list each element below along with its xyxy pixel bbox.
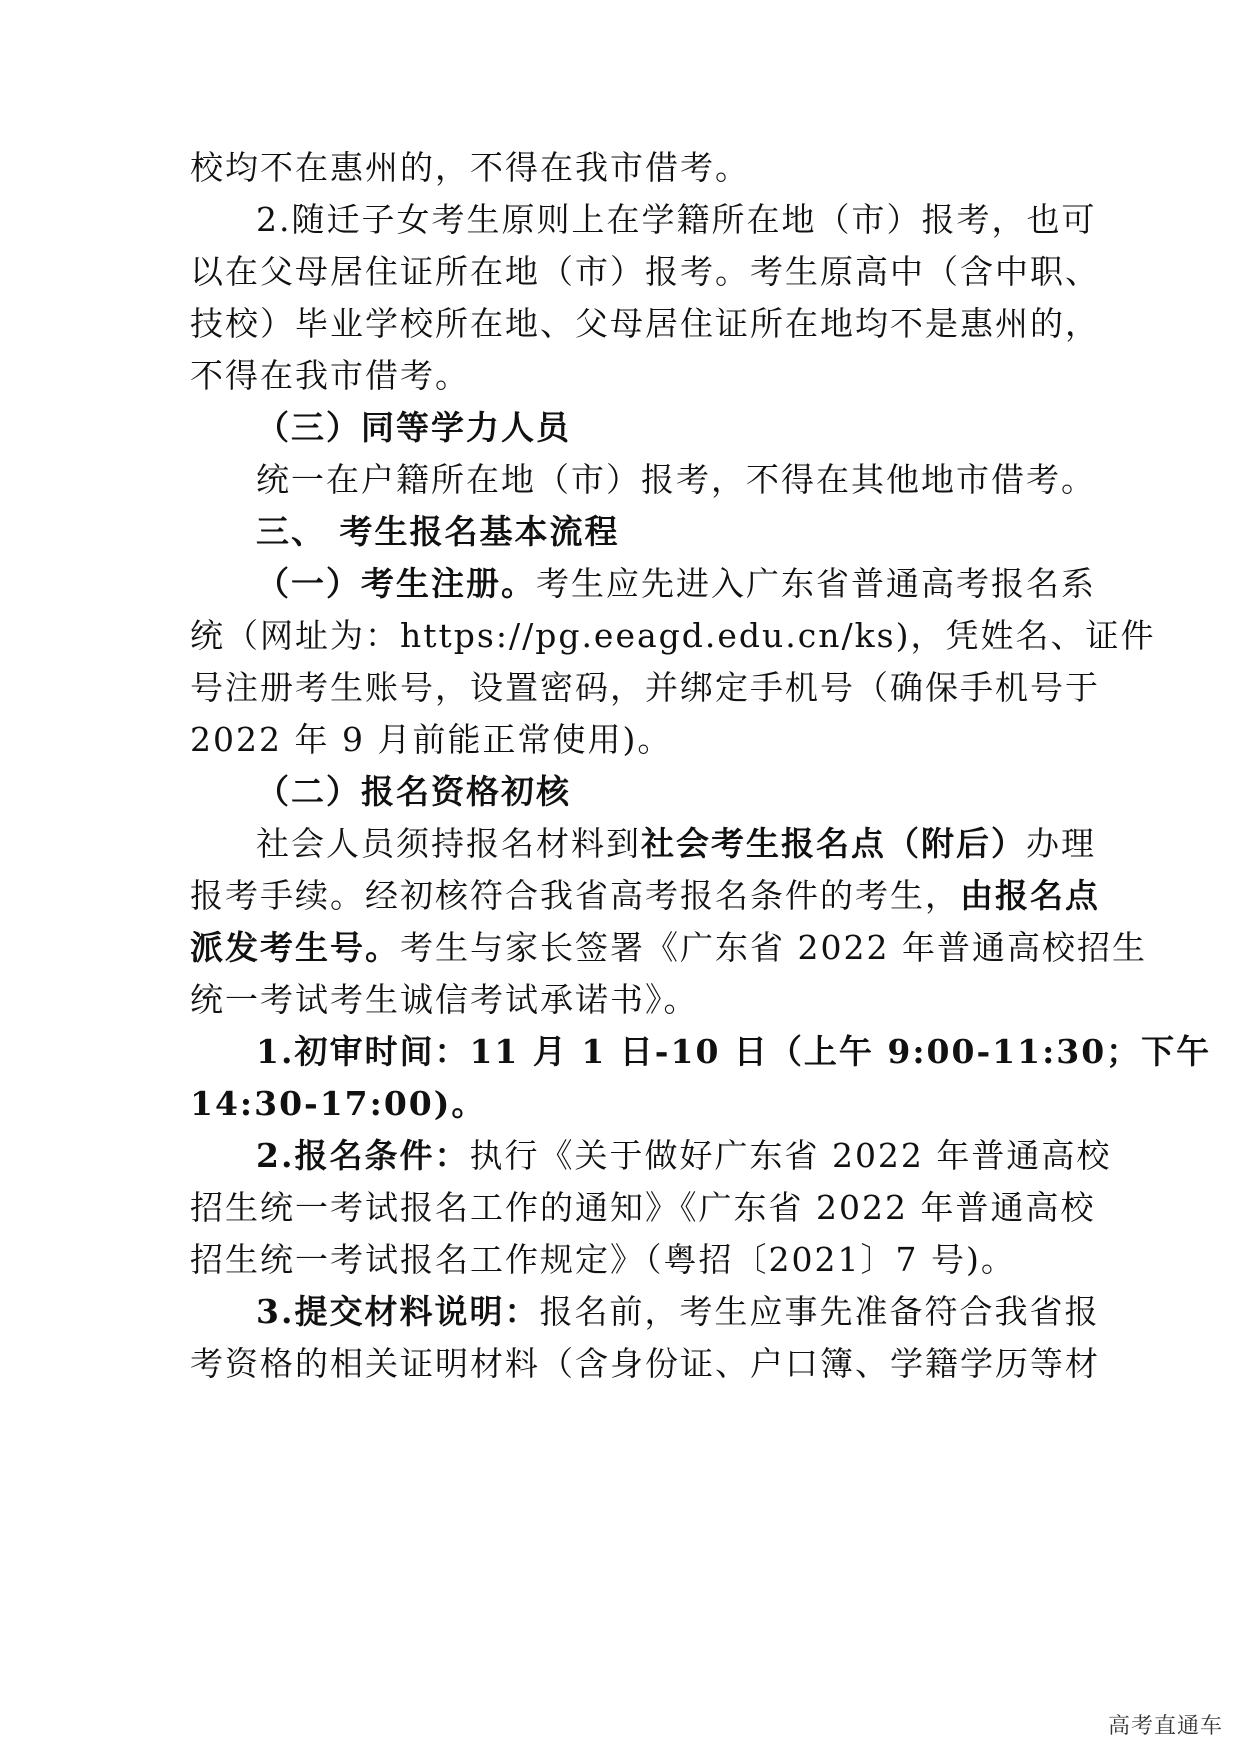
emphasis-text: 由报名点 bbox=[960, 876, 1100, 915]
text-span: 考生与家长签署《广东省 2022 年普通高校招生 bbox=[400, 928, 1147, 967]
text-line bbox=[256, 1136, 1112, 1176]
text-line: 2022 年 9 月前能正常使用)。 bbox=[190, 720, 673, 759]
text-line: 招生统一考试报名工作的通知》《广东省 2022 年普通高校 bbox=[190, 1188, 1096, 1227]
text-line: 统一在户籍所在地（市）报考，不得在其他地市借考。 bbox=[256, 460, 1096, 499]
text-span: 执行《关于做好广东省 2022 年普通高校 bbox=[469, 1136, 1112, 1175]
text-line: 考资格的相关证明材料（含身份证、户口簿、学籍学历等材 bbox=[190, 1344, 1100, 1383]
text-line: 不得在我市借考。 bbox=[190, 356, 470, 395]
text-line bbox=[256, 1292, 1100, 1332]
text-line: 以在父母居住证所在地（市）报考。考生原高中（含中职、 bbox=[190, 252, 1100, 291]
section-heading: （三）同等学力人员 bbox=[256, 408, 571, 447]
text-line: 14:30-17:00)。 bbox=[190, 1084, 487, 1123]
registration-paragraph bbox=[256, 564, 1096, 604]
section-heading: （二）报名资格初核 bbox=[256, 772, 571, 811]
text-span: 社会人员须持报名材料到 bbox=[256, 824, 641, 863]
registration-label: （一）考生注册。 bbox=[256, 564, 536, 603]
registration-text: 考生应先进入广东省普通高考报名系 bbox=[536, 564, 1096, 603]
text-line bbox=[190, 928, 1147, 968]
item-label: 2.报名条件： bbox=[256, 1136, 470, 1175]
watermark-text: 高考直通车 bbox=[1107, 1714, 1223, 1739]
text-line bbox=[256, 824, 1096, 864]
text-line: 2.随迁子女考生原则上在学籍所在地（市）报考，也可 bbox=[256, 200, 1097, 239]
text-line: 校均不在惠州的，不得在我市借考。 bbox=[190, 148, 750, 187]
emphasis-text: 社会考生报名点（附后） bbox=[641, 824, 1026, 863]
text-line: 招生统一考试报名工作规定》（粤招〔2021〕7 号)。 bbox=[190, 1240, 1016, 1279]
text-line: 统一考试考生诚信考试承诺书》。 bbox=[190, 980, 699, 1019]
text-line: 号注册考生账号，设置密码，并绑定手机号（确保手机号于 bbox=[190, 668, 1100, 707]
emphasis-text: 派发考生号。 bbox=[190, 928, 400, 967]
text-span: 办理 bbox=[1026, 824, 1096, 863]
text-span: 报名前，考生应事先准备符合我省报 bbox=[539, 1292, 1100, 1331]
section-heading: 三、 考生报名基本流程 bbox=[256, 512, 620, 551]
text-span: 报考手续。经初核符合我省高考报名条件的考生， bbox=[190, 876, 960, 915]
item-label: 3.提交材料说明： bbox=[256, 1292, 540, 1331]
text-line: 1.初审时间：11 月 1 日-10 日（上午 9:00-11:30；下午 bbox=[256, 1032, 1212, 1071]
text-line: 技校）毕业学校所在地、父母居住证所在地均不是惠州的， bbox=[190, 304, 1100, 343]
text-line: 统（网址为：https://pg.eeagd.edu.cn/ks)，凭姓名、证件 bbox=[190, 616, 1156, 655]
text-line bbox=[190, 876, 1100, 916]
